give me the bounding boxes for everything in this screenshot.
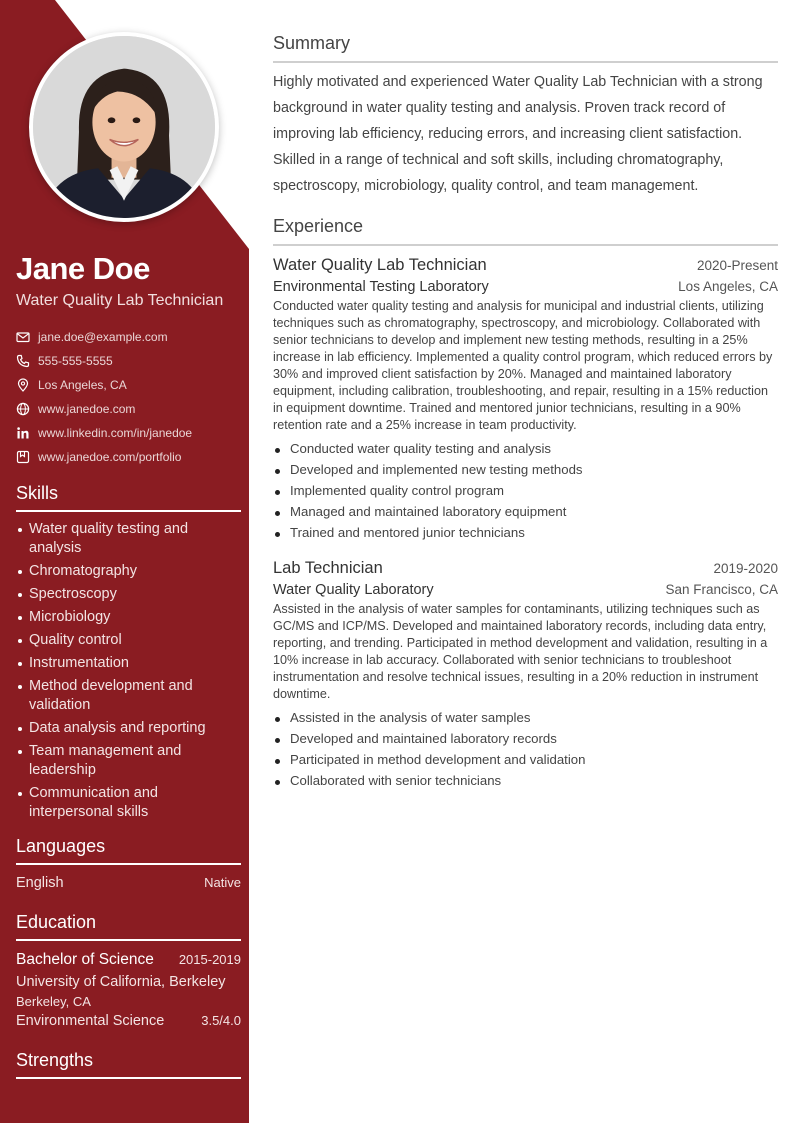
education-field: Environmental Science: [16, 1013, 165, 1029]
avatar: [29, 32, 219, 222]
strengths-section: [16, 1047, 241, 1079]
skill-item: Water quality testing and analysis: [16, 520, 241, 558]
education-location: Berkeley, CA: [16, 994, 91, 1009]
job-subheader: [273, 582, 778, 598]
job-bullets: [273, 438, 778, 543]
job-bullet: Participated in method development and validation: [273, 749, 778, 770]
job-bullet: Developed and implemented new testing methods: [273, 459, 778, 480]
languages-section: [16, 833, 241, 891]
skills-list: [16, 520, 241, 822]
education-dates: 2015-2019: [178, 952, 241, 967]
language-row: [16, 875, 241, 891]
job-bullet: Implemented quality control program: [273, 480, 778, 501]
candidate-name: Jane Doe: [16, 251, 150, 286]
skill-item: Method development and validation: [16, 677, 241, 715]
job-description: Assisted in the analysis of water samples for contaminants, utilizing techniques such as GC/MS and ICP/MS. Developed and maintained laboratory records, including data entry, reporting, and trending. Participated in method development and validation, resulting in a 10% increase in lab accuracy. Collaborated with senior technicians to troubleshoot instrumentation and resolve technical issues, resulting in a 20% reduction in instrument downtime.: [273, 602, 768, 701]
job-bullet: Developed and maintained laboratory records: [273, 728, 778, 749]
envelope-icon: [16, 330, 30, 344]
job-bullet: Collaborated with senior technicians: [273, 770, 778, 791]
contact-email-text: jane.doe@example.com: [38, 330, 168, 344]
main-content: [273, 30, 778, 791]
contact-location: [16, 373, 241, 397]
skill-item: Quality control: [16, 631, 241, 650]
contact-portfolio-text: www.janedoe.com/portfolio: [38, 450, 182, 464]
job-bullet: Conducted water quality testing and analysis: [273, 438, 778, 459]
job-entry: [273, 256, 778, 543]
job-bullet: Assisted in the analysis of water samples: [273, 707, 778, 728]
experience-section: [273, 213, 778, 791]
job-dates: 2019-2020: [713, 561, 778, 576]
language-name: English: [16, 875, 64, 891]
job-header: [273, 559, 778, 578]
skill-item: Team management and leadership: [16, 742, 241, 780]
education-school: University of California, Berkeley: [16, 974, 226, 990]
education-field-row: [16, 1013, 241, 1029]
globe-icon: [16, 402, 30, 416]
summary-section: [273, 30, 778, 199]
skill-item: Spectroscopy: [16, 585, 241, 604]
contact-linkedin-text: www.linkedin.com/in/janedoe: [38, 426, 193, 440]
skills-section: [16, 480, 241, 822]
education-heading: Education: [16, 909, 241, 941]
portfolio-icon: [16, 450, 30, 464]
job-bullet: Managed and maintained laboratory equipment: [273, 501, 778, 522]
languages-heading: Languages: [16, 833, 241, 865]
job-dates: 2020-Present: [696, 258, 778, 273]
job-bullet: Trained and mentored junior technicians: [273, 522, 778, 543]
job-title: Lab Technician: [273, 559, 383, 577]
job-description: Conducted water quality testing and analysis for municipal and industrial clients, utilizing techniques such as chromatography, spectroscopy, and microbiology. Collaborated with senior technicians to develop and implement new testing methods, resulting in a 25% increase in lab efficiency. Implemented a quality control program, which reduced errors by 30% and improved client satisfaction by 20%. Managed and maintained laboratory equipment, including calibration, troubleshooting, and repair, resulting in a 15% reduction in equipment downtime. Trained and mentored junior technicians, resulting in a 90% retention rate and a 25% increase in team productivity.: [273, 299, 773, 432]
job-subheader: [273, 279, 778, 295]
job-header: [273, 256, 778, 275]
job-company: Environmental Testing Laboratory: [273, 279, 489, 295]
candidate-title: Water Quality Lab Technician: [16, 292, 224, 309]
contact-email[interactable]: [16, 325, 241, 349]
job-entry: [273, 559, 778, 791]
contact-phone[interactable]: [16, 349, 241, 373]
skill-item: Chromatography: [16, 562, 241, 581]
contact-website-text: www.janedoe.com: [38, 402, 136, 416]
contact-phone-text: 555-555-5555: [38, 354, 113, 368]
summary-heading: Summary: [273, 30, 778, 63]
job-company: Water Quality Laboratory: [273, 582, 434, 598]
skill-item: Instrumentation: [16, 654, 241, 673]
skill-item: Microbiology: [16, 608, 241, 627]
phone-icon: [16, 354, 30, 368]
education-degree-row: [16, 951, 241, 969]
experience-heading: Experience: [273, 213, 778, 246]
strengths-heading: Strengths: [16, 1047, 241, 1079]
summary-text: Highly motivated and experienced Water Quality Lab Technician with a strong background in water quality testing and analysis. Proven track record of improving lab efficiency, reducing errors, and increasing client satisfaction. Skilled in a range of technical and soft skills, including chromatography, spectroscopy, microbiology, quality control, and team management.: [273, 74, 763, 194]
contact-list: [16, 325, 241, 469]
education-degree: Bachelor of Science: [16, 951, 154, 968]
location-pin-icon: [16, 378, 30, 392]
skills-heading: Skills: [16, 480, 241, 512]
contact-portfolio[interactable]: [16, 445, 241, 469]
language-level: Native: [204, 875, 241, 890]
linkedin-icon: [16, 426, 30, 440]
skill-item: Communication and interpersonal skills: [16, 784, 241, 822]
education-gpa: 3.5/4.0: [201, 1013, 241, 1028]
contact-location-text: Los Angeles, CA: [38, 378, 127, 392]
contact-website[interactable]: [16, 397, 241, 421]
job-bullets: [273, 707, 778, 791]
job-location: San Francisco, CA: [665, 582, 778, 597]
job-title: Water Quality Lab Technician: [273, 256, 487, 274]
education-section: [16, 909, 241, 1029]
job-location: Los Angeles, CA: [678, 279, 778, 294]
contact-linkedin[interactable]: [16, 421, 241, 445]
portrait-illustration: [33, 36, 215, 218]
sidebar: [16, 250, 241, 1079]
skill-item: Data analysis and reporting: [16, 719, 241, 738]
